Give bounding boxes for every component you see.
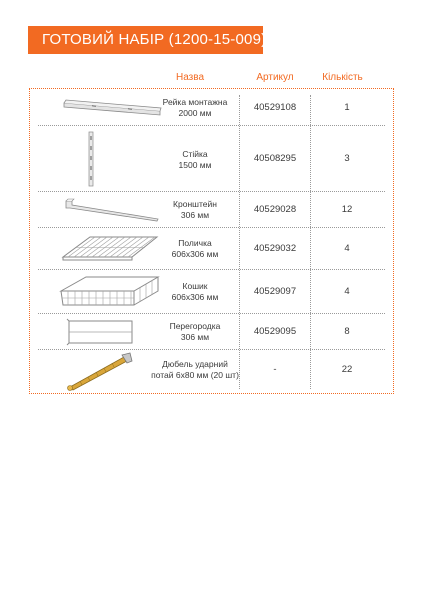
- item-quantity: 3: [344, 153, 350, 164]
- table-row: [30, 313, 393, 349]
- item-name: Перегородка 306 мм: [169, 321, 221, 342]
- table-row: [30, 191, 393, 227]
- table-row: [30, 227, 393, 269]
- item-quantity: 4: [344, 243, 350, 254]
- table-row: [30, 125, 393, 191]
- item-name: Кронштейн 306 мм: [173, 199, 217, 220]
- upright-standard-icon: [82, 130, 100, 188]
- item-quantity: 12: [341, 204, 353, 215]
- item-article: 40529028: [253, 204, 297, 215]
- item-name: Дюбель ударний потай 6х80 мм (20 шт): [151, 359, 239, 380]
- column-header-name: Назва: [175, 72, 205, 83]
- item-name: Поличка 606х306 мм: [171, 238, 219, 259]
- item-article: -: [273, 364, 277, 375]
- item-name: Стійка 1500 мм: [178, 149, 212, 170]
- column-header-quantity: Кількість: [322, 72, 363, 83]
- page-title: ГОТОВИЙ НАБІР (1200-15-009): [28, 26, 263, 54]
- table-header: [0, 72, 423, 86]
- column-header-article: Артикул: [256, 72, 294, 83]
- divider-icon: [66, 317, 136, 347]
- table-row: [30, 349, 393, 393]
- item-article: 40529095: [253, 326, 297, 337]
- item-article: 40529097: [253, 286, 297, 297]
- item-article: 40529032: [253, 243, 297, 254]
- item-article: 40529108: [253, 102, 297, 113]
- table-row: [30, 89, 393, 125]
- item-article: 40508295: [253, 153, 297, 164]
- dowel-icon: [64, 351, 134, 391]
- table-row: [30, 269, 393, 313]
- item-quantity: 4: [344, 286, 350, 297]
- item-quantity: 8: [344, 326, 350, 337]
- item-name: Кошик 606х306 мм: [171, 281, 219, 302]
- item-quantity: 1: [344, 102, 350, 113]
- item-name: Рейка монтажна 2000 мм: [162, 97, 228, 118]
- item-quantity: 22: [341, 364, 353, 375]
- parts-table: [29, 88, 394, 394]
